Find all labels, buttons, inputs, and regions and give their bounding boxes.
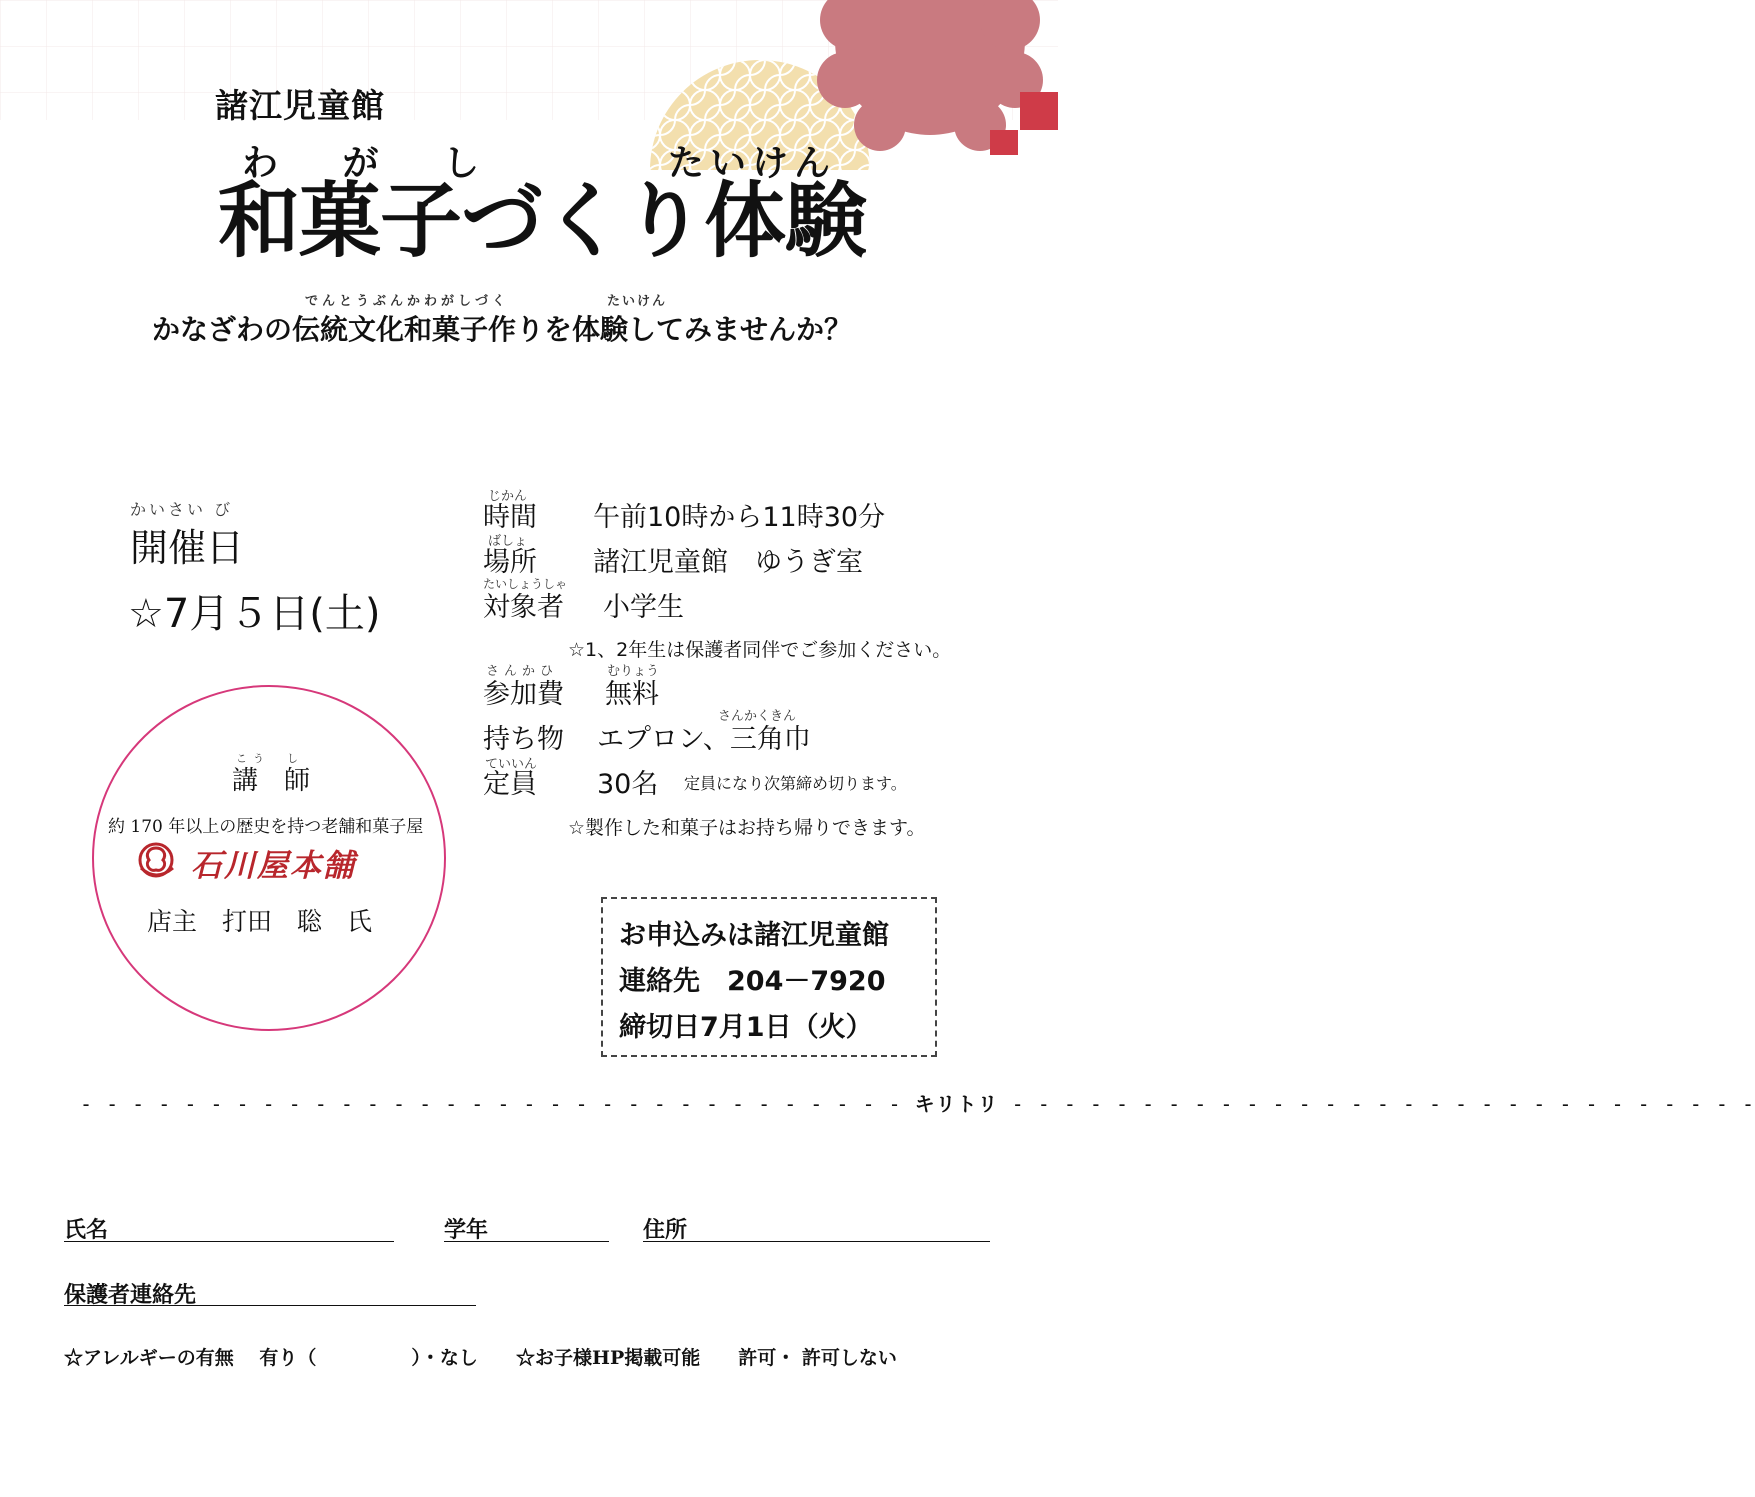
detail-ruby-place: ばしょ [488,534,528,549]
date-label: 開催日 [130,526,245,570]
detail-ruby-time: じかん [488,489,528,504]
detail-label-capacity: 定員 [483,769,537,800]
detail-value-capacity: 30名 [597,769,659,800]
takehome-note: ☆製作した和菓子はお持ち帰りできます。 [568,817,926,839]
date-label-ruby: かいさい び [130,500,234,519]
header-decoration [0,0,1058,170]
title-ruby-taiken: たいけん [668,142,837,184]
contact-apply: お申込みは諸江児童館 [619,920,889,951]
guardian-contact-field[interactable] [64,1305,476,1306]
detail-value-target: 小学生 [603,592,684,623]
venue-name: 諸江児童館 [215,86,385,125]
instructor-description: 約 170 年以上の歴史を持つ老舗和菓子屋 [108,817,424,837]
detail-label-items: 持ち物 [483,724,564,755]
contact-deadline: 締切日7月1日（火） [619,1012,873,1043]
detail-value-time: 午前10時から11時30分 [593,502,886,533]
subtitle-ruby-1: でんとうぶんかわがしづく [305,294,510,309]
detail-ruby-fee: さんかひ [486,664,559,679]
address-field[interactable] [643,1241,990,1242]
guardian-contact-label: 保護者連絡先 [64,1282,197,1308]
detail-ruby-target: たいしょうしゃ [483,577,568,591]
detail-value-ruby-items: さんかくきん [718,709,797,724]
event-date: ☆7月５日(土) [128,591,381,637]
hp-permission-question[interactable]: ☆お子様HP掲載可能 許可・ 許可しない [516,1347,897,1369]
page-title: 和菓子づくり体験 [218,173,867,269]
subtitle: かなざわの伝統文化和菓子作りを体験してみませんか？ [152,313,853,346]
allergy-question[interactable]: ☆アレルギーの有無 有り（ ）・なし [64,1347,478,1369]
detail-value-fee: 無料 [605,679,659,710]
instructor-label: 講 師 [232,766,311,796]
grade-field[interactable] [444,1241,609,1242]
subtitle-ruby-2: たいけん [607,294,668,309]
grade-note: ☆1、2年生は保護者同伴でご参加ください。 [568,639,952,661]
grade-label: 学年 [444,1217,489,1243]
detail-value-place: 諸江児童館 ゆうぎ室 [593,547,863,578]
contact-phone: 連絡先 204－7920 [619,966,886,997]
detail-label-time: 時間 [483,502,537,533]
contact-box [601,897,937,1057]
instructor-owner: 店主 打田 聡 氏 [147,907,373,936]
shop-name: 石川屋本舗 [191,848,356,884]
detail-value-ruby-fee: むりょう [607,664,660,679]
address-label: 住所 [643,1217,688,1243]
detail-label-target: 対象者 [483,592,564,623]
name-label: 氏名 [64,1217,109,1243]
instructor-label-ruby: こう し [236,752,304,765]
cut-dashes-right: - - - - - - - - - - - - - - - - - - - - - - - - - - - - - [998,1092,1755,1116]
cut-dashes-left: - - - - - - - - - - - - - - - - - - - - - - - - - - - - - - - - [80,1092,915,1116]
cut-label: キリトリ [914,1092,999,1116]
detail-label-place: 場所 [483,547,537,578]
title-ruby-wagashi: わ が し [242,142,506,184]
shop-logo [133,838,401,882]
detail-value-items: エプロン、三角巾 [597,724,811,755]
detail-ruby-capacity: ていいん [485,757,538,772]
cut-line [80,1088,1755,1117]
shop-logo-icon [133,838,179,882]
name-field[interactable] [64,1241,394,1242]
detail-label-fee: 参加費 [483,679,564,710]
capacity-note: 定員になり次第締め切ります。 [684,774,907,793]
